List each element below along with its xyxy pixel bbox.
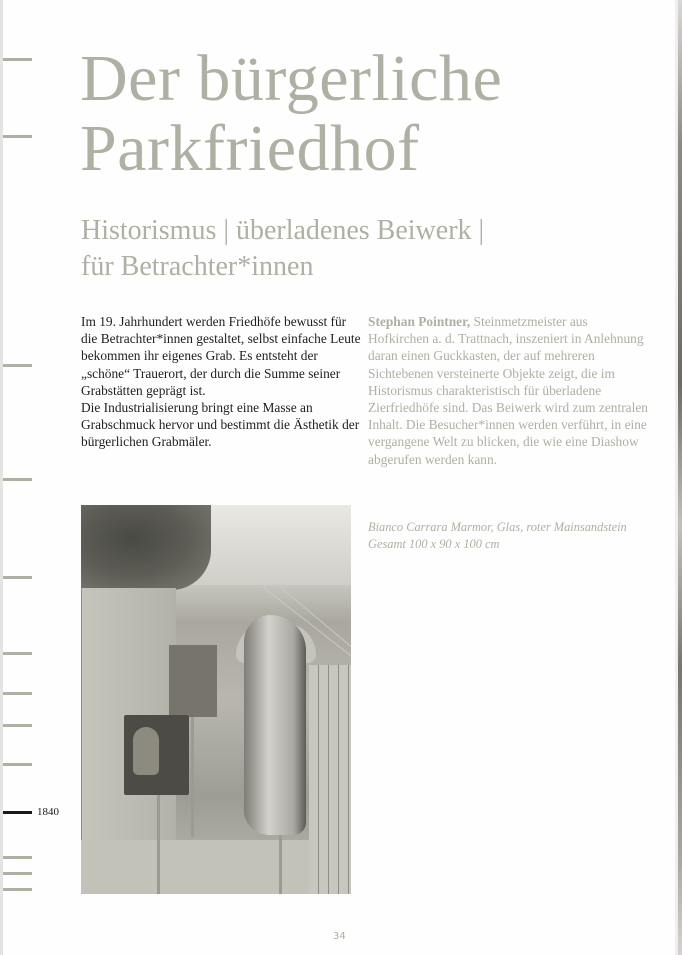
page-subtitle xyxy=(81,213,601,285)
subtitle-line-1: Historismus | überladenes Beiwerk | xyxy=(81,215,485,246)
artwork-description-text: Steinmetzmeister aus Hofkirchen a. d. Trattnach, inszeniert in Anlehnung daran einen Guckkasten, der auf mehreren Sichtebenen versteinerte Objekte zeigt, die im Historismus charakteristisch für überladene Zierfriedhöfe sind. Das Beiwerk wird zum zentralen Inhalt. Die Besucher*innen werden verführt, in eine vergangene Welt zu blicken, die wie eine Diashow abgerufen werden kann. xyxy=(368,314,648,467)
timeline-tick xyxy=(3,478,32,481)
artwork-description-paragraph xyxy=(368,313,648,468)
photo-rod xyxy=(279,835,282,894)
timeline-tick xyxy=(3,135,32,138)
timeline-year-label: 1840 xyxy=(37,806,59,818)
subtitle-line-2: für Betrachter*innen xyxy=(81,251,314,282)
timeline-tick xyxy=(3,724,32,727)
intro-paragraph-1: Im 19. Jahrhundert werden Friedhöfe bewusst für die Betrachter*innen gestaltet, selbst einfache Leute bekommen ihr eigenes Grab. Es entsteht der „schöne“ Trauerort, der durch die Summe seiner Grabstätten geprägt ist. xyxy=(81,314,361,398)
photo-rod xyxy=(191,717,194,837)
photo-rod xyxy=(157,795,160,894)
photo-glass-panes xyxy=(309,665,351,894)
photo-marble-sculpture xyxy=(244,615,306,835)
title-line-2: Parkfriedhof xyxy=(80,112,420,185)
artwork-caption xyxy=(368,519,628,553)
timeline-tick-active xyxy=(3,811,32,814)
photo-sky xyxy=(191,505,351,585)
photo-stone-block-back xyxy=(169,645,217,717)
timeline-tick xyxy=(3,763,32,766)
timeline-tick xyxy=(3,652,32,655)
timeline-tick xyxy=(3,872,32,875)
page-title xyxy=(80,44,502,184)
timeline-tick xyxy=(3,576,32,579)
photo-spiral-relief xyxy=(133,727,159,775)
photo-trees xyxy=(81,505,211,590)
timeline-tick xyxy=(3,364,32,367)
artist-name: Stephan Pointner, xyxy=(368,314,471,329)
artwork-photo xyxy=(81,505,351,894)
timeline-tick xyxy=(3,888,32,891)
timeline-tick xyxy=(3,692,32,695)
intro-paragraph-2: Die Industrialisierung bringt eine Masse an Grabschmuck hervor und bestimmt die Ästhetik der bürgerlichen Grabmäler. xyxy=(81,400,360,450)
page-number: 34 xyxy=(333,931,346,942)
caption-dimensions: Gesamt 100 x 90 x 100 cm xyxy=(368,537,500,552)
caption-materials: Bianco Carrara Marmor, Glas, roter Mainsandstein xyxy=(368,520,627,534)
title-line-1: Der bürgerliche xyxy=(80,42,503,115)
artwork-description xyxy=(368,313,648,468)
intro-text xyxy=(81,313,361,451)
page-spine-edge xyxy=(678,0,682,955)
timeline-tick xyxy=(3,856,32,859)
timeline-tick xyxy=(3,58,32,61)
